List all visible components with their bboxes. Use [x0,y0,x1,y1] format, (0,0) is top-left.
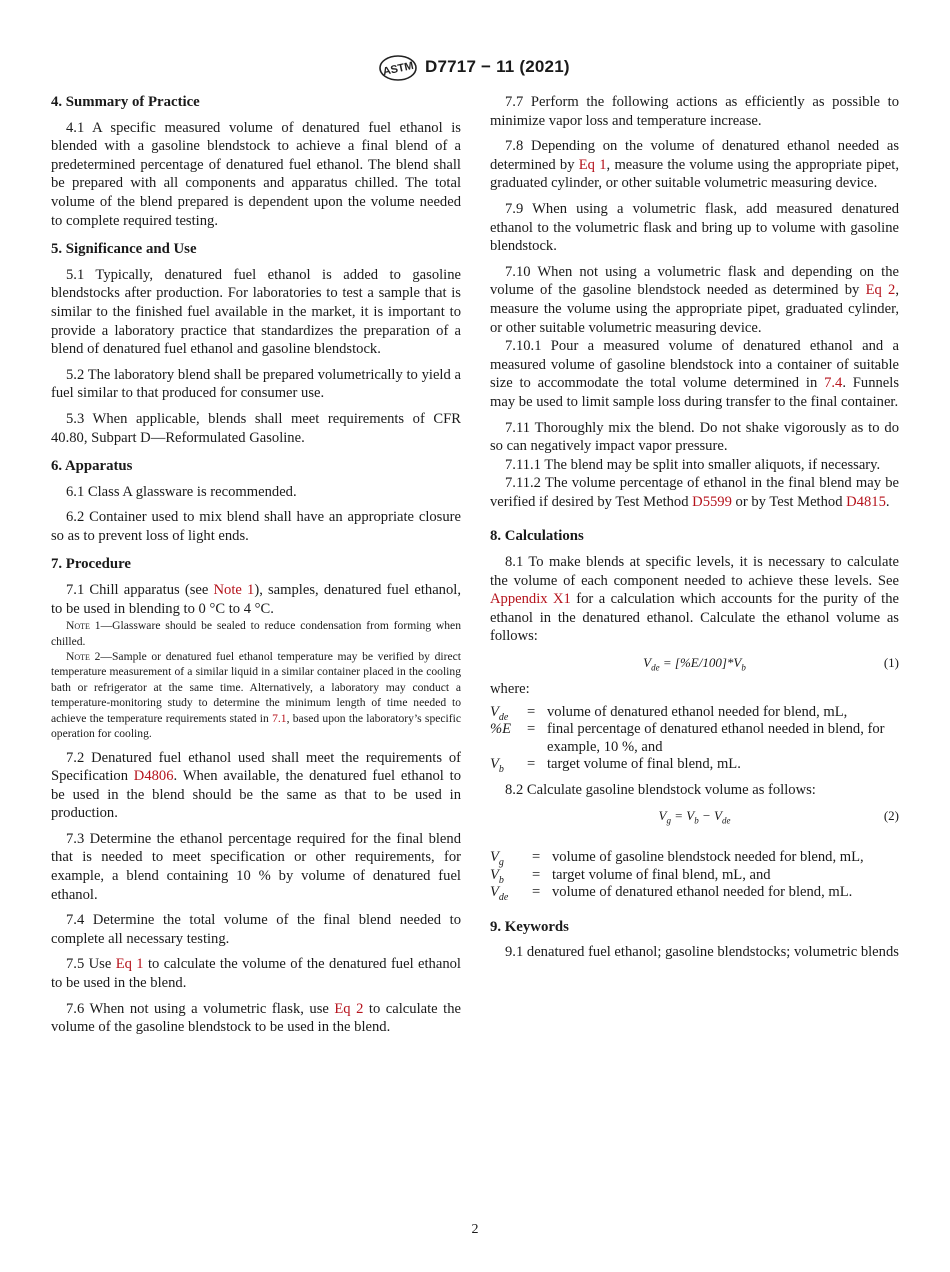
paragraph: 7.2 Denatured fuel ethanol used shall meet the requirements of Specification D4806. When available, the denatured fuel ethanol to be used in the blend should be the same as that to be used in production. [51,749,461,822]
equals-sign: = [527,756,536,773]
equation-link[interactable]: Eq 1 [115,956,144,973]
section-heading: 5. Significance and Use [51,241,197,258]
paragraph: 7.6 When not using a volumetric flask, use Eq 2 to calculate the volume of the gasoline blendstock to be used in the blend. [51,1000,461,1036]
equals-sign: = [527,703,536,720]
left-column [51,93,461,1037]
section-link[interactable]: 7.1 [272,711,287,725]
standard-link[interactable]: D4815 [846,493,886,510]
paragraph: 6.2 Container used to mix blend shall have an appropriate closure so as to prevent loss of light ends. [51,509,461,544]
section-heading: 9. Keywords [490,918,569,935]
section-heading: 4. Summary of Practice [51,94,200,110]
equals-sign: = [532,884,541,901]
variable-definition [490,704,899,722]
astm-logo-icon [378,54,418,82]
equals-sign: = [532,849,541,866]
section-heading: 8. Calculations [490,528,584,545]
page-header [0,54,950,84]
paragraph: 5.3 When applicable, blends shall meet requirements of CFR 40.80, Subpart D—Reformulated Gasoline. [51,410,461,446]
variable-symbol: $V_g$ [490,849,504,869]
paragraph: 7.10 When not using a volumetric flask and depending on the volume of the gasoline blendstock needed as determined by Eq 2, measure the volume using the appropriate pipet, graduated cylinder, or other suitable volumetric measuring device. [490,263,899,336]
standard-link[interactable]: D5599 [692,493,732,510]
right-column [490,93,899,962]
page-number: 2 [471,1222,479,1237]
paragraph: 6.1 Class A glassware is recommended. [66,483,297,500]
variable-definition [490,721,899,756]
variable-definitions [490,704,899,774]
variable-description: target volume of final blend, mL, and [552,866,771,883]
paragraph: 7.11 Thoroughly mix the blend. Do not shake vigorously as to do so can negatively impact vapor pressure. [490,419,899,455]
equation-link[interactable]: Eq 2 [865,282,896,299]
variable-symbol: %E [490,721,512,738]
paragraph: 5.2 The laboratory blend shall be prepared volumetrically to yield a fuel similar to that produced for consumer use. [51,366,461,402]
section-heading: 7. Procedure [51,556,131,573]
variable-description: volume of gasoline blendstock needed for blend, mL, [552,849,864,866]
equation-number: (1) [883,655,899,671]
variable-description: target volume of final blend, mL. [547,756,741,773]
paragraph: 8.1 To make blends at specific levels, it is necessary to calculate the volume of each component needed to achieve these levels. See Appendix X1 for a calculation which accounts for the purity of the ethanol in the denatured ethanol. Calculate the ethanol volume as follows: [490,554,899,645]
paragraph: 7.4 Determine the total volume of the final blend needed to complete all necessary testing. [51,912,461,947]
equation-number: (2) [883,808,899,824]
note: Note 1—Glassware should be sealed to reduce condensation from forming when chilled. [51,619,461,648]
equation-2: $V_g = V_b - V_{de}$ (2) [658,808,899,826]
variable-description: volume of denatured ethanol needed for blend, mL. [552,884,853,901]
equation-link[interactable]: Eq 2 [334,1000,364,1017]
variable-description: final percentage of denatured ethanol needed in blend, for example, 10 %, and [547,721,885,755]
paragraph: 7.1 Chill apparatus (see Note 1), samples, denatured fuel ethanol, to be used in blending to 0 °C to 4 °C. [51,582,461,617]
standard-link[interactable]: D4806 [133,768,174,785]
paragraph: 7.9 When using a volumetric flask, add measured denatured ethanol to the volumetric flask and bring up to volume with gasoline blendstock. [490,200,899,255]
paragraph: 7.8 Depending on the volume of denatured ethanol needed as determined by Eq 1, measure the volume using the appropriate pipet, graduated cylinder, or other suitable volumetric measuring device. [490,138,899,192]
variable-definition [490,884,899,902]
paragraph: 8.2 Calculate gasoline blendstock volume as follows: [505,781,816,798]
appendix-link[interactable]: Appendix X1 [490,591,571,608]
equals-sign: = [527,721,536,738]
section-link[interactable]: 7.4 [824,375,843,392]
paragraph: 7.3 Determine the ethanol percentage required for the final blend that is needed to meet specification or other requirements, for example, a blend containing 10 % by volume of denatured fuel ethanol. [51,830,461,903]
note: Note 2—Sample or denatured fuel ethanol temperature may be verified by direct temperature measurement of a similar liquid in a similar container placed in the cooling bath or refrigerator at the same time. Alternatively, a laboratory may conduct a temperature-monitoring study to determine the minimum length of time needed to achieve the temperature requirements stated in 7.1, based upon the laboratory’s specific operation for cooling. [51,650,461,741]
variable-symbol: $V_b$ [490,756,504,776]
paragraph: 5.1 Typically, denatured fuel ethanol is added to gasoline blendstocks after production. For laboratories to test a sample that is similar to the finished fuel available in the market, it is important to provide a laboratory practice that standardizes the preparation of a blend of denatured fuel ethanol and gasoline blendstock. [51,266,461,358]
variable-definition [490,756,899,774]
where-label: where: [490,681,530,698]
variable-definition [490,867,899,885]
equals-sign: = [532,866,541,883]
variable-symbol: $V_{de}$ [490,703,509,723]
document-id: D7717 − 11 (2021) [425,57,570,76]
variable-symbol: $V_b$ [490,866,504,886]
paragraph: 7.10.1 Pour a measured volume of denatured ethanol and a measured volume of gasoline blendstock into a container of suitable size to accommodate the total volume determined in 7.4. Funnels may be used to limit sample loss during transfer to the final container. [490,338,900,410]
paragraph: 7.5 Use Eq 1 to calculate the volume of the denatured fuel ethanol to be used in the blend. [51,956,461,992]
section-heading: 6. Apparatus [51,458,133,475]
equation-link[interactable]: Eq 1 [578,156,607,173]
paragraph: 7.7 Perform the following actions as efficiently as possible to minimize vapor loss and temperature increase. [490,94,899,129]
variable-symbol: $V_{de}$ [490,884,509,904]
note-link[interactable]: Note 1 [213,582,255,599]
svg-text:ASTM: ASTM [381,59,415,79]
paragraph: 4.1 A specific measured volume of denatured fuel ethanol is blended with a gasoline blendstock to achieve a final blend of a predetermined percentage of denatured fuel ethanol. The blend shall be prepared with all components and apparatus chilled. The total volume of the blend prepared is dependent upon the volume needed to complete required testing. [51,119,461,229]
equation-1: $V_{de} = [\%E/100]*V_b$ (1) [643,655,899,673]
variable-definitions [490,849,899,902]
paragraph: 7.11.1 The blend may be split into smaller aliquots, if necessary. [505,456,881,473]
paragraph: 9.1 denatured fuel ethanol; gasoline blendstocks; volumetric blends [505,944,899,961]
paragraph: 7.11.2 The volume percentage of ethanol in the final blend may be verified if desired by Test Method D5599 or by Test Method D4815. [490,475,899,510]
variable-description: volume of denatured ethanol needed for blend, mL, [547,703,848,720]
variable-definition [490,849,899,867]
